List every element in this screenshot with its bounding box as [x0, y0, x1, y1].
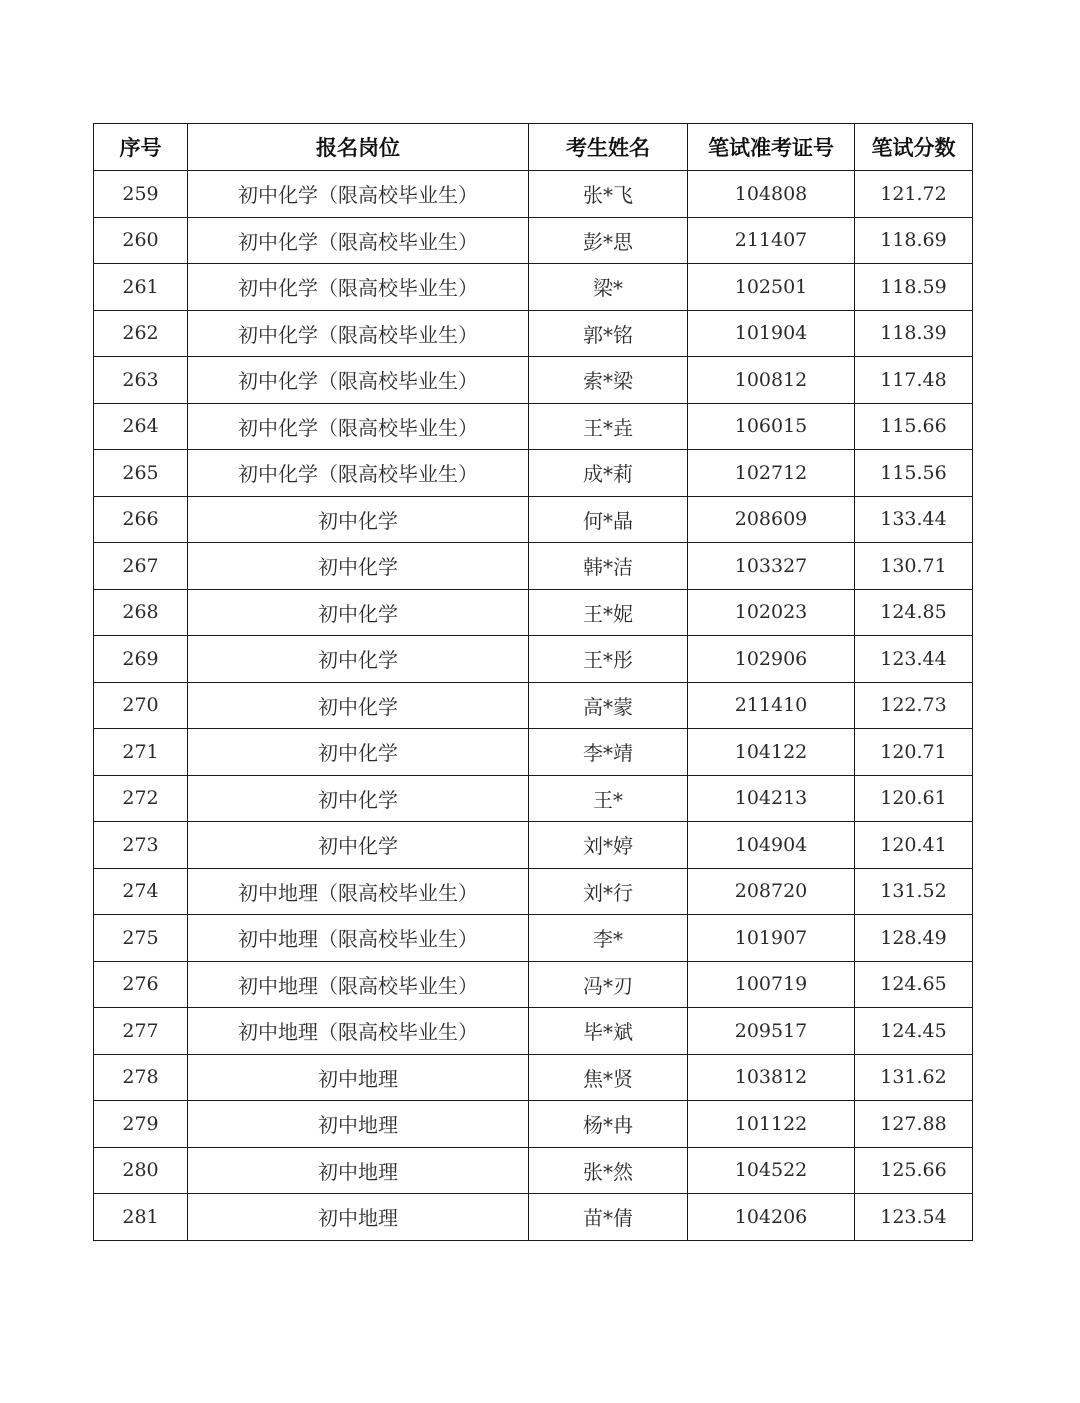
cell-score: 120.71	[855, 729, 973, 776]
cell-name: 李*	[529, 915, 688, 962]
cell-seq: 259	[94, 171, 188, 218]
cell-score: 124.85	[855, 589, 973, 636]
cell-exam-id: 211410	[688, 682, 855, 729]
cell-position: 初中化学	[188, 496, 529, 543]
cell-position: 初中化学	[188, 636, 529, 683]
cell-name: 张*飞	[529, 171, 688, 218]
cell-exam-id: 106015	[688, 403, 855, 450]
cell-score: 121.72	[855, 171, 973, 218]
table-row	[94, 775, 973, 822]
cell-seq: 273	[94, 822, 188, 869]
cell-seq: 276	[94, 961, 188, 1008]
cell-score: 120.41	[855, 822, 973, 869]
cell-seq: 264	[94, 403, 188, 450]
cell-score: 118.59	[855, 264, 973, 311]
table-row	[94, 1194, 973, 1241]
cell-name: 韩*洁	[529, 543, 688, 590]
cell-seq: 280	[94, 1147, 188, 1194]
cell-seq: 272	[94, 775, 188, 822]
header-row	[94, 124, 973, 171]
cell-seq: 279	[94, 1101, 188, 1148]
cell-seq: 271	[94, 729, 188, 776]
cell-position: 初中化学	[188, 822, 529, 869]
cell-position: 初中化学	[188, 729, 529, 776]
cell-position: 初中地理（限高校毕业生）	[188, 915, 529, 962]
cell-name: 梁*	[529, 264, 688, 311]
cell-name: 郭*铭	[529, 310, 688, 357]
table-row	[94, 868, 973, 915]
table-row	[94, 1147, 973, 1194]
cell-seq: 281	[94, 1194, 188, 1241]
cell-exam-id: 103327	[688, 543, 855, 590]
cell-score: 125.66	[855, 1147, 973, 1194]
cell-name: 王*	[529, 775, 688, 822]
table-row	[94, 496, 973, 543]
cell-score: 131.62	[855, 1054, 973, 1101]
cell-position: 初中化学（限高校毕业生）	[188, 403, 529, 450]
header-position: 报名岗位	[188, 124, 529, 171]
cell-exam-id: 102501	[688, 264, 855, 311]
table-row	[94, 682, 973, 729]
cell-score: 124.65	[855, 961, 973, 1008]
cell-exam-id: 211407	[688, 217, 855, 264]
cell-name: 何*晶	[529, 496, 688, 543]
cell-exam-id: 104206	[688, 1194, 855, 1241]
table-row	[94, 357, 973, 404]
cell-exam-id: 102906	[688, 636, 855, 683]
cell-exam-id: 104904	[688, 822, 855, 869]
cell-name: 成*莉	[529, 450, 688, 497]
cell-position: 初中化学	[188, 775, 529, 822]
cell-exam-id: 208720	[688, 868, 855, 915]
cell-score: 120.61	[855, 775, 973, 822]
cell-exam-id: 100719	[688, 961, 855, 1008]
cell-score: 124.45	[855, 1008, 973, 1055]
cell-position: 初中地理	[188, 1054, 529, 1101]
header-exam-id: 笔试准考证号	[688, 124, 855, 171]
cell-position: 初中地理（限高校毕业生）	[188, 1008, 529, 1055]
cell-name: 彭*思	[529, 217, 688, 264]
cell-position: 初中化学（限高校毕业生）	[188, 450, 529, 497]
cell-position: 初中地理	[188, 1101, 529, 1148]
cell-name: 索*梁	[529, 357, 688, 404]
cell-seq: 266	[94, 496, 188, 543]
header-name: 考生姓名	[529, 124, 688, 171]
cell-seq: 270	[94, 682, 188, 729]
cell-name: 高*蒙	[529, 682, 688, 729]
header-score: 笔试分数	[855, 124, 973, 171]
exam-results-table	[93, 123, 973, 1241]
cell-score: 127.88	[855, 1101, 973, 1148]
table-row	[94, 403, 973, 450]
table-row	[94, 961, 973, 1008]
cell-name: 王*彤	[529, 636, 688, 683]
table-row	[94, 915, 973, 962]
cell-score: 118.69	[855, 217, 973, 264]
cell-score: 123.54	[855, 1194, 973, 1241]
cell-name: 焦*贤	[529, 1054, 688, 1101]
cell-position: 初中化学	[188, 589, 529, 636]
cell-seq: 265	[94, 450, 188, 497]
table-row	[94, 636, 973, 683]
cell-exam-id: 104808	[688, 171, 855, 218]
table-row	[94, 217, 973, 264]
cell-name: 毕*斌	[529, 1008, 688, 1055]
results-sheet	[93, 123, 973, 1241]
cell-seq: 278	[94, 1054, 188, 1101]
cell-name: 张*然	[529, 1147, 688, 1194]
cell-score: 122.73	[855, 682, 973, 729]
table-row	[94, 450, 973, 497]
cell-name: 王*垚	[529, 403, 688, 450]
cell-name: 刘*婷	[529, 822, 688, 869]
cell-position: 初中地理	[188, 1194, 529, 1241]
cell-seq: 274	[94, 868, 188, 915]
cell-exam-id: 102712	[688, 450, 855, 497]
table-row	[94, 171, 973, 218]
cell-name: 冯*刃	[529, 961, 688, 1008]
table-row	[94, 310, 973, 357]
cell-score: 133.44	[855, 496, 973, 543]
cell-exam-id: 102023	[688, 589, 855, 636]
cell-exam-id: 104522	[688, 1147, 855, 1194]
cell-score: 115.56	[855, 450, 973, 497]
cell-position: 初中地理（限高校毕业生）	[188, 868, 529, 915]
cell-name: 王*妮	[529, 589, 688, 636]
cell-seq: 262	[94, 310, 188, 357]
cell-name: 杨*冉	[529, 1101, 688, 1148]
cell-seq: 269	[94, 636, 188, 683]
table-row	[94, 1008, 973, 1055]
cell-position: 初中化学（限高校毕业生）	[188, 357, 529, 404]
cell-score: 128.49	[855, 915, 973, 962]
table-row	[94, 1054, 973, 1101]
cell-score: 117.48	[855, 357, 973, 404]
cell-position: 初中化学（限高校毕业生）	[188, 217, 529, 264]
table-body	[94, 171, 973, 1241]
cell-position: 初中地理	[188, 1147, 529, 1194]
cell-exam-id: 100812	[688, 357, 855, 404]
cell-score: 118.39	[855, 310, 973, 357]
table-row	[94, 589, 973, 636]
cell-exam-id: 101907	[688, 915, 855, 962]
cell-name: 刘*行	[529, 868, 688, 915]
cell-score: 123.44	[855, 636, 973, 683]
cell-position: 初中化学（限高校毕业生）	[188, 264, 529, 311]
header-seq: 序号	[94, 124, 188, 171]
cell-score: 130.71	[855, 543, 973, 590]
cell-exam-id: 103812	[688, 1054, 855, 1101]
cell-position: 初中化学（限高校毕业生）	[188, 171, 529, 218]
cell-seq: 268	[94, 589, 188, 636]
cell-position: 初中化学	[188, 682, 529, 729]
table-row	[94, 729, 973, 776]
cell-exam-id: 209517	[688, 1008, 855, 1055]
cell-exam-id: 104122	[688, 729, 855, 776]
cell-position: 初中化学	[188, 543, 529, 590]
cell-exam-id: 101122	[688, 1101, 855, 1148]
table-row	[94, 822, 973, 869]
cell-position: 初中地理（限高校毕业生）	[188, 961, 529, 1008]
cell-seq: 277	[94, 1008, 188, 1055]
cell-name: 李*靖	[529, 729, 688, 776]
table-header	[94, 124, 973, 171]
cell-seq: 263	[94, 357, 188, 404]
cell-exam-id: 101904	[688, 310, 855, 357]
cell-seq: 267	[94, 543, 188, 590]
cell-score: 115.66	[855, 403, 973, 450]
cell-exam-id: 104213	[688, 775, 855, 822]
cell-exam-id: 208609	[688, 496, 855, 543]
table-row	[94, 1101, 973, 1148]
cell-seq: 275	[94, 915, 188, 962]
cell-score: 131.52	[855, 868, 973, 915]
cell-seq: 260	[94, 217, 188, 264]
cell-position: 初中化学（限高校毕业生）	[188, 310, 529, 357]
table-row	[94, 264, 973, 311]
table-row	[94, 543, 973, 590]
cell-seq: 261	[94, 264, 188, 311]
cell-name: 苗*倩	[529, 1194, 688, 1241]
